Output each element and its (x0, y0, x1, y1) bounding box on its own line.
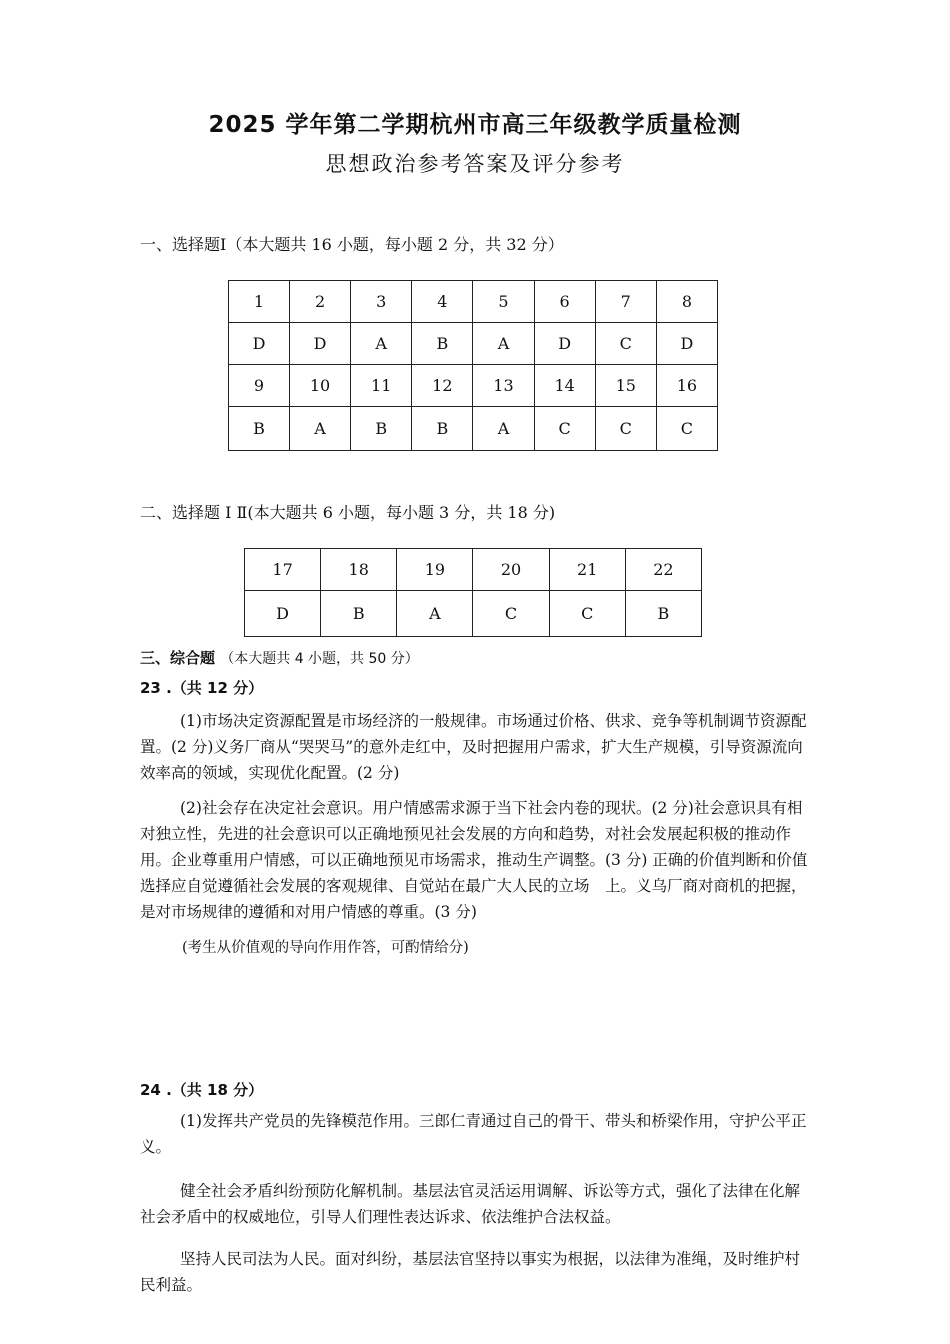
table-cell: 3 (351, 281, 412, 323)
table-cell: D (534, 323, 595, 365)
q23-note: (考生从价值观的导向作用作答，可酌情给分) (182, 940, 469, 956)
table-cell: C (549, 591, 625, 637)
table-cell: D (229, 323, 290, 365)
q24-paragraph-3: 坚持人民司法为人民。面对纠纷，基层法官坚持以事实为根据，以法律为准绳，及时维护村民利益。 (140, 1250, 801, 1294)
document-title: 2025 学年第二学期杭州市高三年级教学质量检测 (208, 112, 742, 138)
table-cell: 13 (473, 365, 534, 407)
table-cell: 12 (412, 365, 473, 407)
table-cell: C (595, 323, 656, 365)
table-cell: A (473, 323, 534, 365)
table-cell: 2 (289, 281, 350, 323)
table-row (229, 365, 718, 407)
section3-heading (140, 647, 419, 668)
q24-paragraph-1: (1)发挥共产党员的先锋模范作用。三郎仁青通过自己的骨干、带头和桥梁作用，守护公平正义。 (140, 1112, 807, 1156)
table-row (229, 281, 718, 323)
section1-answer-table (228, 280, 718, 451)
q23-paragraph-1: (1)市场决定资源配置是市场经济的一般规律。市场通过价格、供求、竞争等机制调节资源配置。(2 分)义务厂商从“哭哭马”的意外走红中，及时把握用户需求，扩大生产规模，引导资源流向效率高的领域，实现优化配置。(2 分) (140, 712, 807, 782)
table-cell: 7 (595, 281, 656, 323)
section3-title: 三、综合题 (140, 649, 216, 667)
table-row (229, 323, 718, 365)
section2-answer-table (244, 548, 702, 637)
table-cell: B (625, 591, 701, 637)
table-cell: C (473, 591, 549, 637)
table-cell: C (656, 407, 717, 451)
table-row (245, 549, 702, 591)
table-cell: D (656, 323, 717, 365)
table-cell: 6 (534, 281, 595, 323)
table-cell: B (412, 323, 473, 365)
table-cell: A (473, 407, 534, 451)
table-cell: 19 (397, 549, 473, 591)
table-cell: 15 (595, 365, 656, 407)
table-cell: 21 (549, 549, 625, 591)
table-cell: 10 (289, 365, 350, 407)
q23-paragraph-2: (2)社会存在决定社会意识。用户情感需求源于当下社会内卷的现状。(2 分)社会意识具有相对独立性，先进的社会意识可以正确地预见社会发展的方向和趋势，对社会发展起积极的推动作用。企业尊重用户情感，可以正确地预见市场需求，推动生产调整。(3 分) 正确的价值判断和价值选择应自觉遵循社会发展的客观规律、自觉站在最广大人民的立场 上。义乌厂商对商机的把握，是对市场规律的遵循和对用户情感的尊重。(3 分) (140, 799, 808, 921)
table-cell: A (351, 323, 412, 365)
table-cell: B (351, 407, 412, 451)
table-cell: B (412, 407, 473, 451)
table-cell: 5 (473, 281, 534, 323)
table-cell: 14 (534, 365, 595, 407)
table-cell: 22 (625, 549, 701, 591)
q24-heading: 24 .（共 18 分） (140, 1081, 264, 1099)
q24-paragraph-2: 健全社会矛盾纠纷预防化解机制。基层法官灵活运用调解、诉讼等方式，强化了法律在化解社会矛盾中的权威地位，引导人们理性表达诉求、依法维护合法权益。 (140, 1182, 801, 1226)
table-cell: 4 (412, 281, 473, 323)
table-cell: B (229, 407, 290, 451)
table-cell: D (289, 323, 350, 365)
table-cell: 9 (229, 365, 290, 407)
table-cell: A (289, 407, 350, 451)
table-row (229, 407, 718, 451)
table-cell: C (534, 407, 595, 451)
table-cell: 11 (351, 365, 412, 407)
table-cell: 18 (321, 549, 397, 591)
table-cell: 20 (473, 549, 549, 591)
table-cell: A (397, 591, 473, 637)
table-cell: 1 (229, 281, 290, 323)
table-cell: 8 (656, 281, 717, 323)
table-cell: D (245, 591, 321, 637)
table-cell: 17 (245, 549, 321, 591)
section2-heading: 二、选择题 I Ⅱ(本大题共 6 小题，每小题 3 分，共 18 分) (140, 503, 556, 522)
section1-heading: 一、选择题Ⅰ（本大题共 16 小题，每小题 2 分，共 32 分） (140, 235, 564, 254)
table-cell: 16 (656, 365, 717, 407)
table-cell: C (595, 407, 656, 451)
section3-note: （本大题共 4 小题，共 50 分） (220, 651, 419, 667)
table-cell: B (321, 591, 397, 637)
q23-heading: 23 .（共 12 分） (140, 679, 264, 697)
table-row (245, 591, 702, 637)
document-subtitle: 思想政治参考答案及评分参考 (325, 152, 625, 176)
